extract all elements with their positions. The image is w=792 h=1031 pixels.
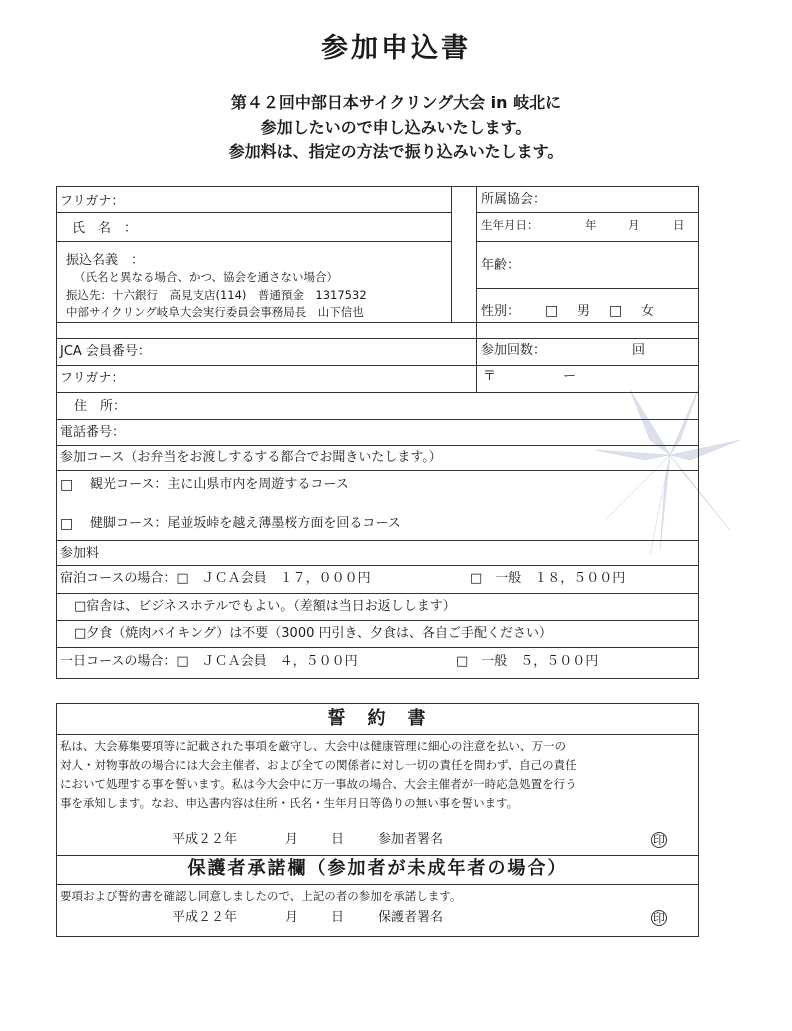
jca-number-label[interactable]: JCA 会員番号： — [60, 344, 151, 359]
guardian-day-unit: 日 — [331, 910, 345, 925]
gender-label: 性別： — [481, 304, 521, 319]
pledge-day-unit: 日 — [331, 832, 345, 847]
male-label: 男 — [577, 304, 591, 319]
participation-count-label[interactable]: 参加回数： — [481, 343, 547, 358]
birth-month-unit: 月 — [628, 218, 640, 232]
payer-note: （氏名と異なる場合、かつ、協会を通さない場合） — [74, 270, 339, 284]
course-header: 参加コース（お弁当をお渡しするする都合でお聞きいたします。） — [60, 450, 442, 465]
course1-checkbox[interactable]: □ — [60, 477, 74, 493]
pledge-month-unit: 月 — [285, 832, 299, 847]
intro-line-2: 参加したいので申し込みいたします。 — [260, 118, 532, 137]
postal-mark: 〒 — [483, 369, 497, 384]
guardian-title: 保護者承諾欄（参加者が未成年者の場合） — [187, 858, 568, 879]
guardian-month-unit: 月 — [285, 910, 299, 925]
birthdate-label[interactable]: 生年月日： — [481, 218, 539, 232]
day-course-jca[interactable]: 一日コースの場合：□ ＪＣＡ会員 ４，５００円 — [60, 654, 358, 669]
fee-header: 参加料 — [60, 546, 100, 561]
phone-label[interactable]: 電話番号： — [60, 425, 126, 440]
female-checkbox[interactable]: □ — [609, 303, 623, 319]
committee-info: 中部サイクリング岐阜大会実行委員会事務局長 山下信也 — [66, 305, 364, 319]
times-unit: 回 — [632, 343, 646, 358]
birth-day-unit: 日 — [673, 218, 685, 232]
dinner-option[interactable]: □夕食（焼肉バイキング）は不要（3000 円引き、夕食は、各自ご手配ください） — [74, 626, 552, 641]
hotel-option[interactable]: □宿舎は、ビジネスホテルでもよい。（差額は当日お返しします） — [74, 599, 456, 614]
postal-dash: ー — [563, 369, 577, 384]
pledge-line-1: 私は、大会募集要項等に記載された事項を厳守し、大会中は健康管理に細心の注意を払い、万一の — [60, 739, 566, 753]
female-label: 女 — [641, 304, 655, 319]
bank-info: 振込先：十六銀行 高見支店(114) 普通預金 1317532 — [66, 288, 367, 302]
page-title: 参加申込書 — [321, 33, 471, 64]
guardian-era: 平成２２年 — [172, 910, 238, 925]
course2-label: 健脚コース：尾並坂峠を越え薄墨桜方面を回るコース — [90, 516, 401, 531]
pledge-line-4: 事を承知します。なお、申込書内容は住所・氏名・生年月日等偽りの無い事を誓います。 — [60, 796, 519, 810]
guardian-seal-icon: 印 — [652, 911, 665, 925]
intro-line-1: 第４２回中部日本サイクリング大会 in 岐北に — [230, 93, 562, 112]
furigana-address-label[interactable]: フリガナ： — [60, 371, 125, 386]
pledge-title: 誓 約 書 — [327, 708, 428, 729]
stay-course-jca[interactable]: 宿泊コースの場合：□ ＪＣＡ会員 １７，０００円 — [60, 571, 371, 586]
guardian-signature-label[interactable]: 保護者署名 — [378, 910, 444, 925]
pledge-era: 平成２２年 — [172, 832, 238, 847]
pledge-line-2: 対人・対物事故の場合には大会主催者、および全ての関係者に対し一切の責任を問わず、自己の責任 — [60, 758, 577, 772]
guardian-text: 要項および誓約書を確認し同意しましたので、上記の者の参加を承諾します。 — [60, 889, 462, 903]
course1-label: 観光コース：主に山県市内を周遊するコース — [90, 477, 349, 492]
furigana-label[interactable]: フリガナ： — [60, 194, 125, 209]
male-checkbox[interactable]: □ — [545, 303, 559, 319]
address-label[interactable]: 住 所： — [74, 399, 127, 414]
day-course-general[interactable]: □ 一般 ５，５００円 — [456, 654, 599, 669]
course2-checkbox[interactable]: □ — [60, 516, 74, 532]
participant-signature-label[interactable]: 参加者署名 — [378, 832, 444, 847]
payer-name-label[interactable]: 振込名義 ： — [66, 253, 145, 268]
pledge-line-3: において処理する事を誓います。私は今大会中に万一事故の場合、大会主催者が一時応急処置を行う — [60, 777, 577, 791]
age-label[interactable]: 年齢： — [481, 258, 521, 273]
association-label[interactable]: 所属協会： — [481, 192, 547, 207]
name-label[interactable]: 氏 名 ： — [72, 221, 138, 236]
birth-year-unit: 年 — [585, 218, 597, 232]
participant-seal-icon: 印 — [652, 833, 665, 847]
stay-course-general[interactable]: □ 一般 １８，５００円 — [470, 571, 626, 586]
intro-line-3: 参加料は、指定の方法で振り込みいたします。 — [228, 142, 564, 161]
